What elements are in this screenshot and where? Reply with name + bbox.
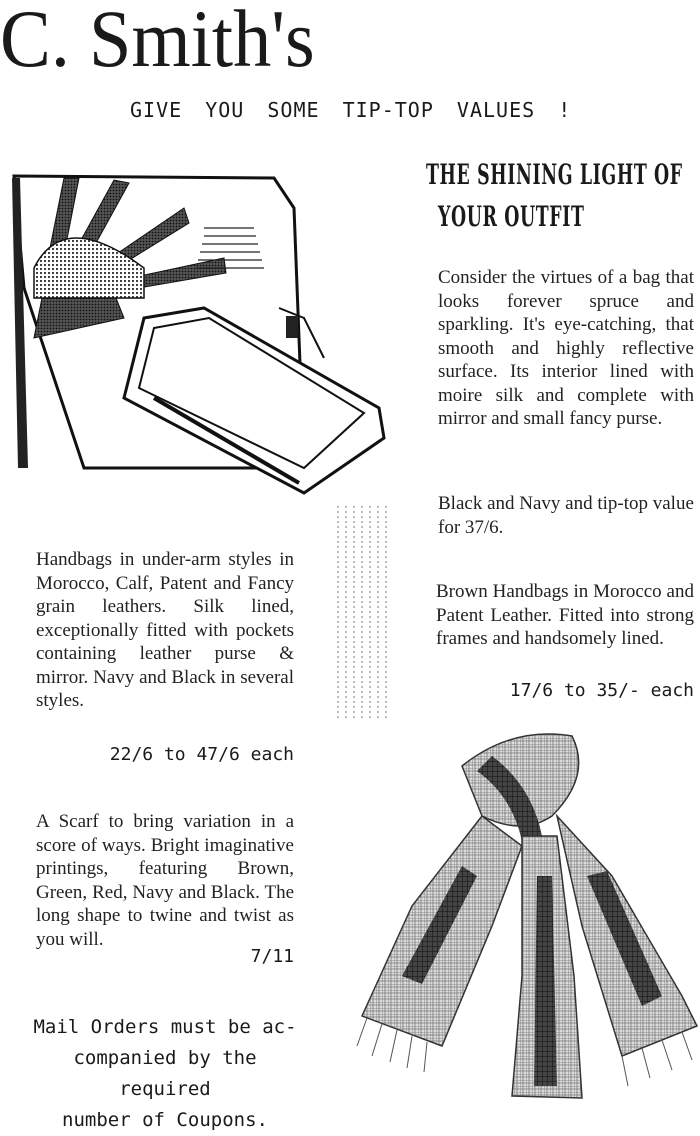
mail-orders-line-2: companied by the required [73,1047,257,1100]
brown-handbags-description: Brown Handbags in Morocco and Patent Leather. Fitted into strong frames and handsomely lined. [436,581,694,649]
vertical-rule-decoration [334,506,394,720]
scarf-description: A Scarf to bring variation in a score of ways. Bright imaginative printings, featuring Brown, Green, Red, Navy and Black. The long shape to twine and twist as you will. [36,811,294,950]
mail-orders-line-1: Mail Orders must be ac- [33,1016,297,1038]
feature-title-line-2: YOUR OUTFIT [438,200,585,233]
tagline: GIVE YOU SOME TIP-TOP VALUES ! [130,98,572,122]
feature-title-line-1: THE SHINING LIGHT OF [426,158,683,191]
brown-handbags-price: 17/6 to 35/- each [509,680,694,701]
feature-colours-price: Black and Navy and tip-top value for 37/6. [438,493,694,538]
feature-description: Consider the virtues of a bag that looks forever spruce and sparkling. It's eye-catching, that smooth and highly reflective surface. Its interior lined with moire silk and complete with mirror and small fancy purse. [438,267,694,429]
mail-orders-line-3: number of Coupons. [62,1109,268,1131]
mail-orders-notice [26,1012,304,1136]
handbags-description: Handbags in under-arm styles in Morocco, Calf, Patent and Fancy grain leathers. Silk lined, exceptionally fitted with pockets containing leather purse & mirror. Navy and Black in several styles. [36,549,294,711]
handbags-price: 22/6 to 47/6 each [109,744,294,765]
scarf-illustration [352,726,700,1104]
handbag-illustration [4,168,388,498]
store-name: C. Smith's [0,0,315,84]
scarf-price: 7/11 [250,946,294,967]
